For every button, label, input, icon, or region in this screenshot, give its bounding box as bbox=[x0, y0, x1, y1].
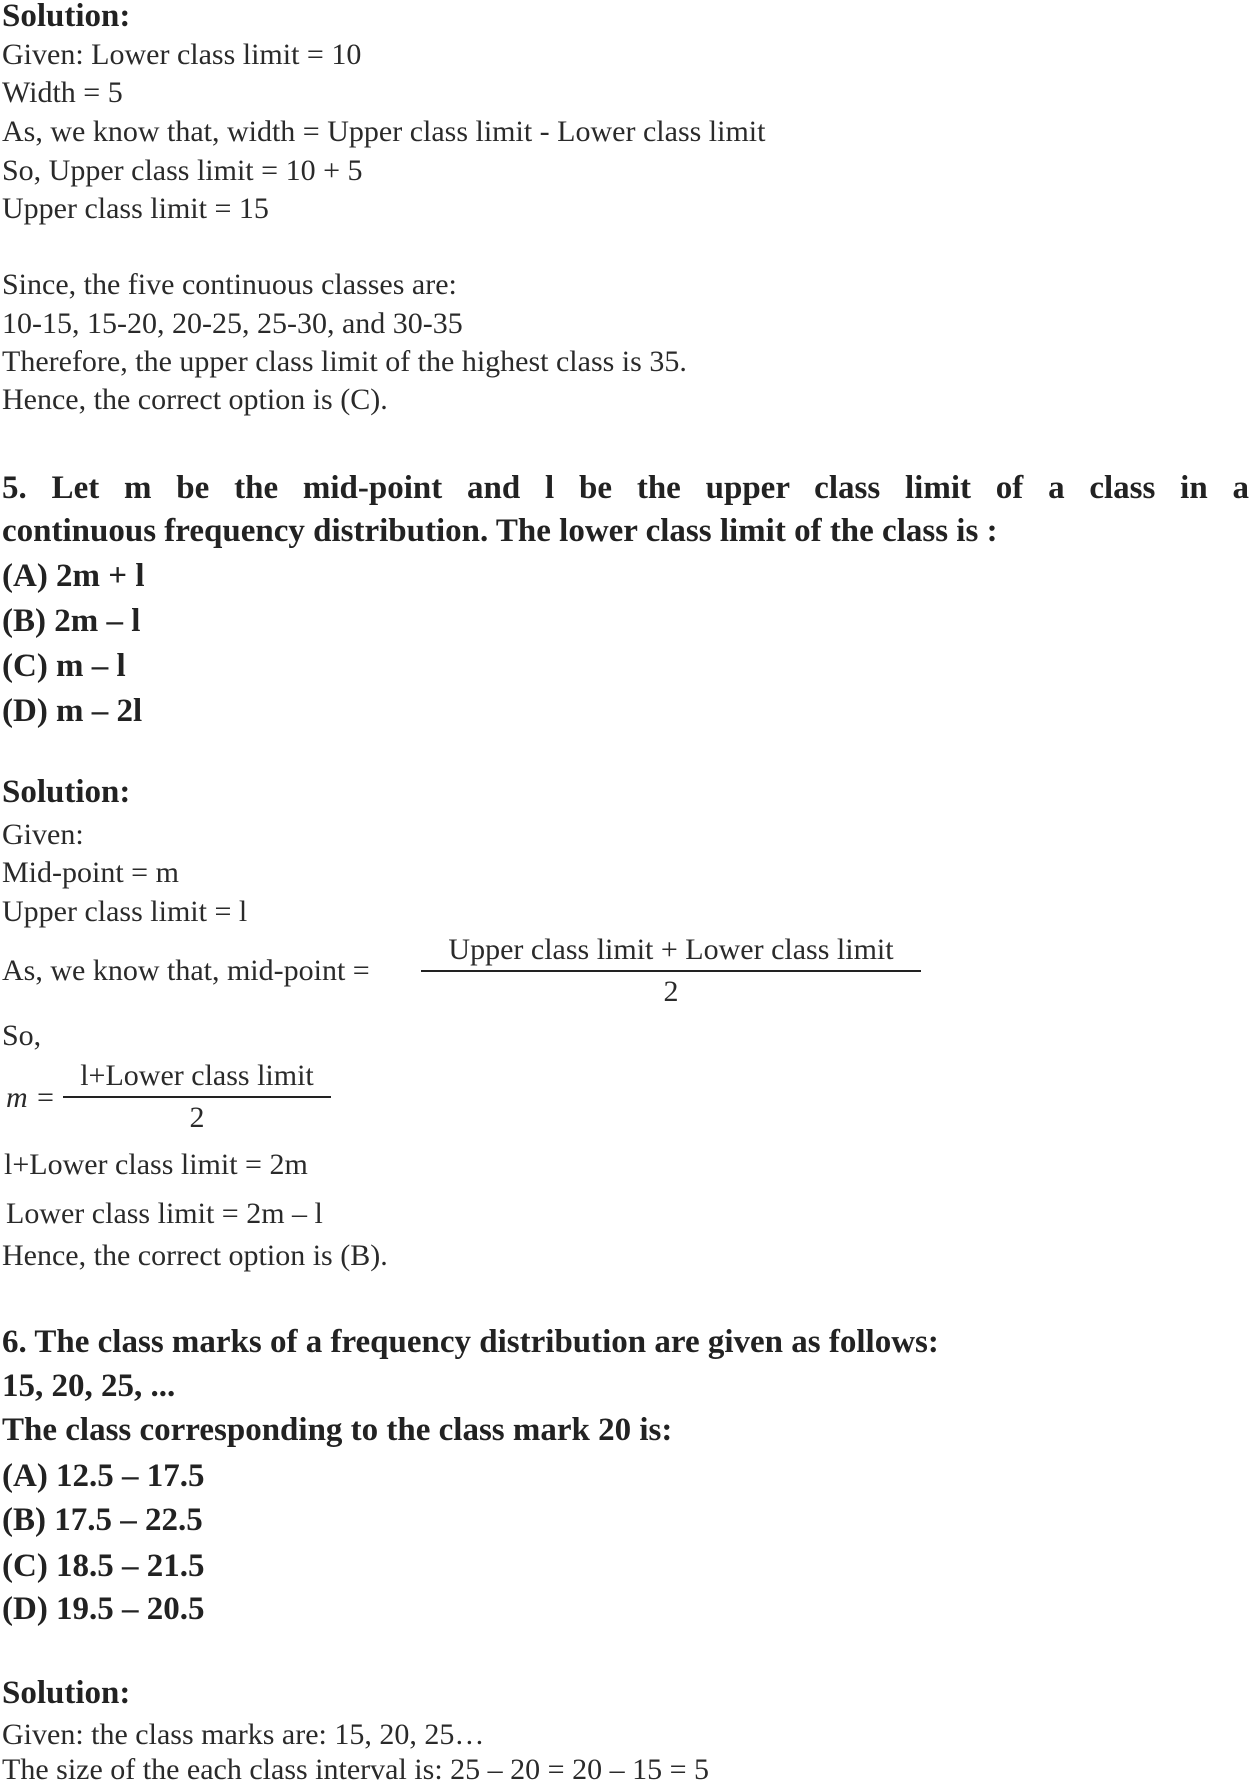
solution-heading: Solution: bbox=[2, 1675, 131, 1711]
text-line: Given: the class marks are: 15, 20, 25… bbox=[2, 1718, 485, 1751]
question-text-line2: continuous frequency distribution. The lower class limit of the class is : bbox=[2, 513, 998, 549]
formula-lhs: As, we know that, mid-point = bbox=[2, 954, 370, 987]
text-line: Given: Lower class limit = 10 bbox=[2, 38, 362, 71]
option-b: (B) 17.5 – 22.5 bbox=[2, 1502, 203, 1538]
option-a: (A) 2m + l bbox=[2, 558, 145, 594]
text-line: As, we know that, width = Upper class limit - Lower class limit bbox=[2, 115, 766, 148]
question-text-line2: 15, 20, 25, ... bbox=[2, 1368, 176, 1404]
option-b: (B) 2m – l bbox=[2, 603, 141, 639]
text-line: Hence, the correct option is (C). bbox=[2, 383, 388, 416]
option-d: (D) m – 2l bbox=[2, 693, 143, 729]
text-line: The size of the each class interval is: 25 – 20 = 20 – 15 = 5 bbox=[2, 1753, 709, 1786]
option-d: (D) 19.5 – 20.5 bbox=[2, 1591, 205, 1627]
text-line: Given: bbox=[2, 818, 84, 851]
solution-heading: Solution: bbox=[2, 774, 131, 810]
text-line: So, Upper class limit = 10 + 5 bbox=[2, 154, 363, 187]
text-line: Width = 5 bbox=[2, 76, 123, 109]
fraction-denominator: 2 bbox=[189, 1101, 205, 1134]
text-line: 10-15, 15-20, 20-25, 25-30, and 30-35 bbox=[2, 307, 463, 340]
question-text-line1: 5. Let m be the mid-point and l be the upper class limit of a class in a bbox=[2, 470, 1249, 506]
solution-heading: Solution: bbox=[2, 0, 131, 34]
m-fraction bbox=[63, 1056, 331, 1138]
option-c: (C) m – l bbox=[2, 648, 126, 684]
fraction-numerator: Upper class limit + Lower class limit bbox=[448, 933, 894, 966]
question-text-line1: 6. The class marks of a frequency distribution are given as follows: bbox=[2, 1324, 939, 1360]
equation-line: l+Lower class limit = 2m bbox=[4, 1148, 308, 1181]
option-c: (C) 18.5 – 21.5 bbox=[2, 1548, 205, 1584]
text-line: So, bbox=[2, 1019, 42, 1052]
fraction-denominator: 2 bbox=[663, 975, 679, 1008]
question-text-line3: The class corresponding to the class mark 20 is: bbox=[2, 1412, 673, 1448]
text-line: Since, the five continuous classes are: bbox=[2, 268, 457, 301]
text-line: Therefore, the upper class limit of the highest class is 35. bbox=[2, 345, 687, 378]
fraction-numerator: l+Lower class limit bbox=[80, 1059, 314, 1092]
option-a: (A) 12.5 – 17.5 bbox=[2, 1458, 205, 1494]
text-line: Upper class limit = l bbox=[2, 895, 248, 928]
equation-lhs: m = bbox=[6, 1081, 56, 1114]
text-line: Upper class limit = 15 bbox=[2, 192, 269, 225]
equation-line: Lower class limit = 2m – l bbox=[6, 1197, 323, 1230]
text-line: Mid-point = m bbox=[2, 856, 179, 889]
conclusion: Hence, the correct option is (B). bbox=[2, 1239, 388, 1272]
midpoint-fraction bbox=[421, 930, 921, 1012]
